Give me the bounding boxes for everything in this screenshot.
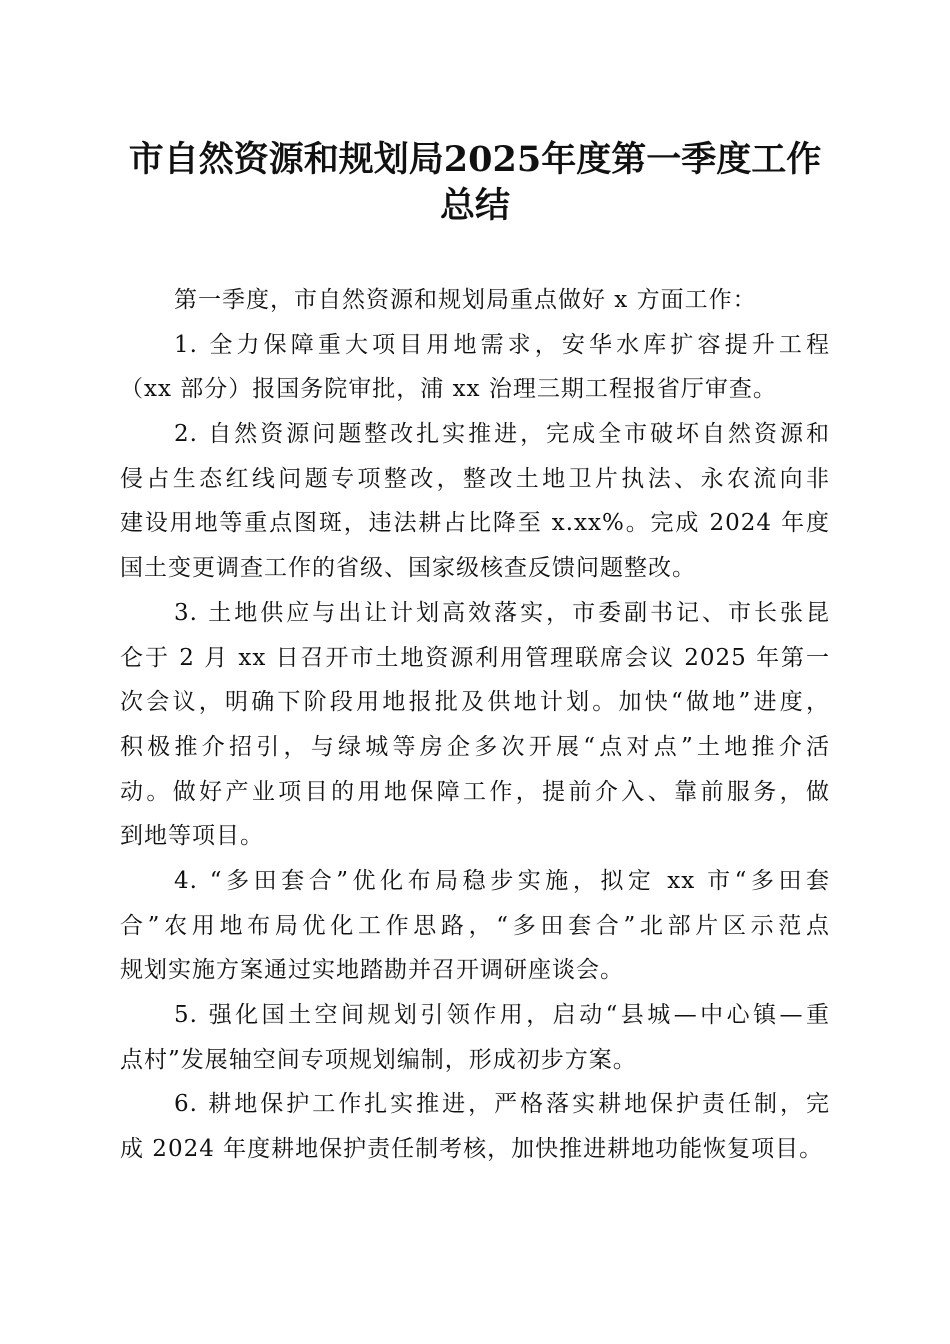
paragraph-line: 规划实施方案通过实地踏勘并召开调研座谈会。 [120,957,624,984]
paragraph-line: 2. 自然资源问题整改扎实推进，完成全市破坏自然资源和 [174,421,830,448]
paragraph-line: 国土变更调查工作的省级、国家级核查反馈问题整改。 [120,555,696,582]
paragraph-line: 4. “多田套合”优化布局稳步实施，拟定 xx 市“多田套 [174,867,830,894]
paragraph [120,278,830,323]
paragraph-line: 次会议，明确下阶段用地报批及供地计划。加快“做地”进度， [120,689,830,716]
paragraph-line: 仑于 2 月 xx 日召开市土地资源利用管理联席会议 2025 年第一 [120,644,830,671]
title-line: 市自然资源和规划局2025年度第一季度工作 [128,139,822,180]
paragraph-line: 1. 全力保障重大项目用地需求，安华水库扩容提升工程 [174,331,830,358]
paragraph-line: 合”农用地布局优化工作思路，“多田套合”北部片区示范点 [120,912,830,939]
document-body [120,278,830,1172]
paragraph-line: 6. 耕地保护工作扎实推进，严格落实耕地保护责任制，完 [174,1091,830,1118]
paragraph [120,1082,830,1171]
paragraph-line: 5. 强化国土空间规划引领作用，启动“县城—中心镇—重 [174,1002,830,1028]
paragraph-line: 动。做好产业项目的用地保障工作，提前介入、靠前服务，做 [120,778,830,805]
paragraph-line: 积极推介招引，与绿城等房企多次开展“点对点”土地推介活 [120,733,830,760]
paragraph-line: 到地等项目。 [120,823,264,850]
paragraph [120,412,830,591]
paragraph [120,993,830,1082]
paragraph-line: 成 2024 年度耕地保护责任制考核，加快推进耕地功能恢复项目。 [120,1136,824,1163]
paragraph-line: 3. 土地供应与出让计划高效落实，市委副书记、市长张昆 [174,599,830,626]
paragraph-line: （xx 部分）报国务院审批，浦 xx 治理三期工程报省厅审查。 [120,376,777,403]
paragraph-line: 建设用地等重点图斑，违法耕占比降至 x.xx%。完成 2024 年度 [120,510,830,537]
paragraph-line: 侵占生态红线问题专项整改，整改土地卫片执法、永农流向非 [120,465,830,492]
paragraph-line: 第一季度，市自然资源和规划局重点做好 x 方面工作： [174,287,757,313]
paragraph [120,859,830,993]
paragraph-line: 点村”发展轴空间专项规划编制，形成初步方案。 [120,1046,637,1073]
paragraph [120,323,830,412]
paragraph [120,591,830,859]
title-line: 总结 [439,185,510,226]
document-title [0,137,950,229]
